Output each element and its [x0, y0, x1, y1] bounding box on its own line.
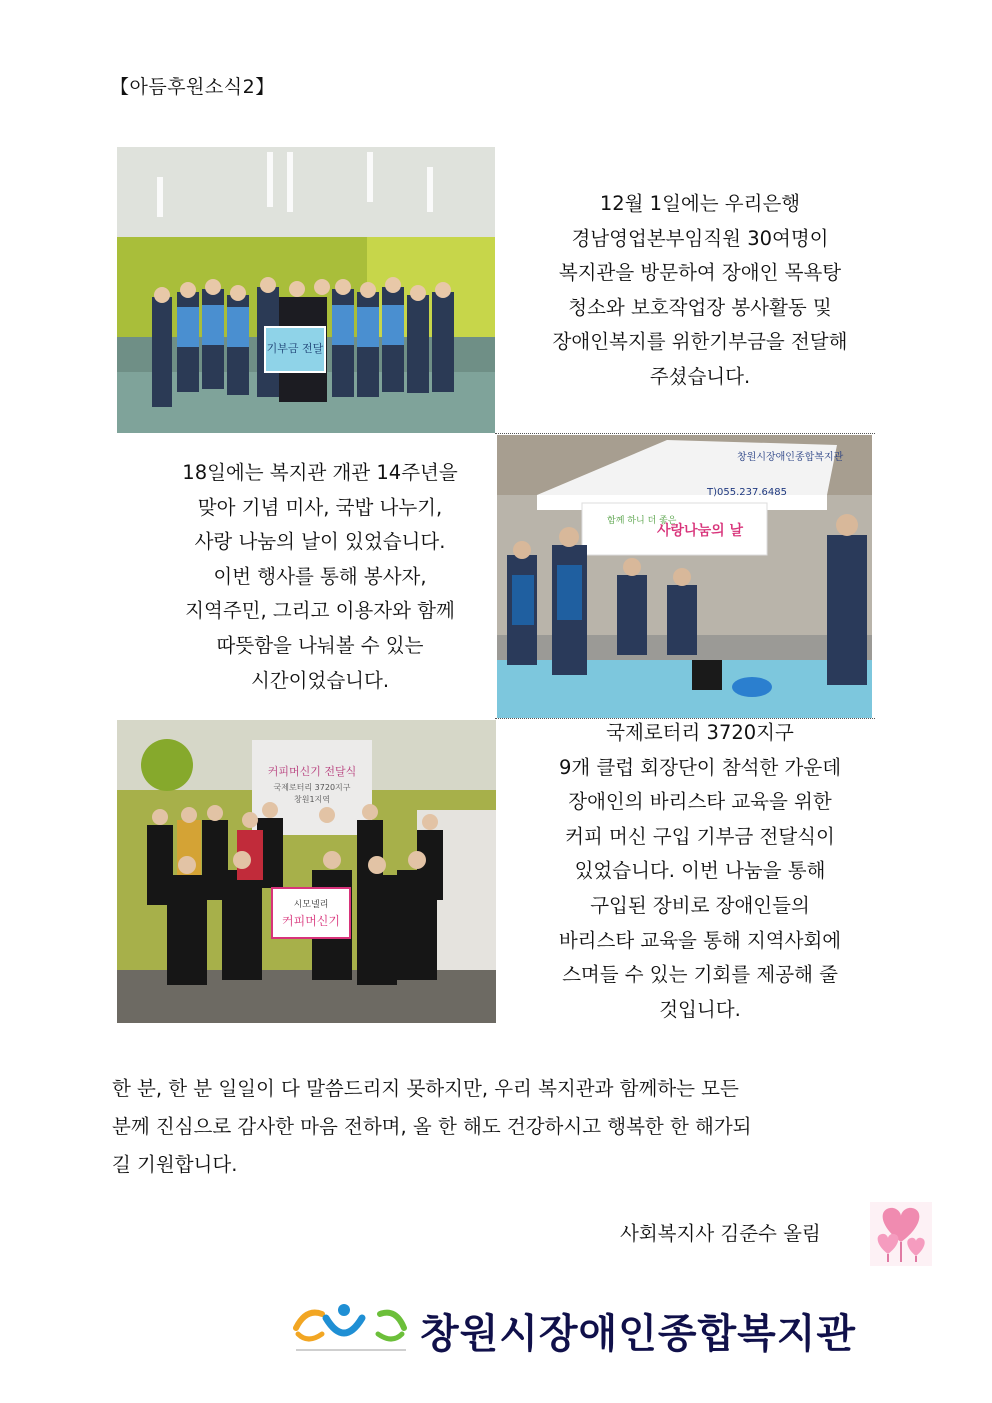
photo-coffee-machine-ceremony-image — [117, 720, 496, 1023]
section2-line: 사랑 나눔의 날이 있었습니다. — [194, 530, 446, 554]
section1-line: 장애인복지를 위한기부금을 전달해 — [552, 330, 848, 354]
section1-line: 경남영업본부임직원 30여명이 — [571, 226, 829, 250]
logo-text: 창원시장애인종합복지관 — [420, 1311, 857, 1357]
photo-volunteer-group — [117, 147, 495, 433]
photo3-screen-title: 커피머신기 전달식 — [267, 765, 357, 778]
photo1-sign-text: 기부금 전달 — [266, 342, 324, 355]
section3-line: 바리스타 교육을 통해 지역사회에 — [558, 928, 842, 952]
section3-text — [505, 716, 895, 1027]
photo3-board-text: 커피머신기 — [282, 914, 340, 928]
photo3-board-small: 시모넬리 — [293, 900, 329, 910]
closing-line: 한 분, 한 분 일일이 다 말씀드리지 못하지만, 우리 복지관과 함께하는 모든 — [112, 1077, 739, 1100]
section1-line: 청소와 보호작업장 봉사활동 및 — [568, 295, 832, 319]
photo2-banner-text: 사랑나눔의 날 — [657, 523, 744, 539]
section1-line: 주셨습니다. — [649, 364, 751, 388]
section3-line: 커피 머신 구입 기부금 전달식이 — [565, 824, 835, 848]
photo3-screen-sub2: 창원1지역 — [293, 795, 331, 804]
section1-text — [505, 187, 895, 395]
section3-line: 있었습니다. 이번 나눔을 통해 — [574, 859, 826, 883]
photo-volunteer-group-image — [117, 147, 495, 433]
closing-line: 길 기원합니다. — [112, 1153, 238, 1176]
page-heading: 【아듬후원소식2】 — [110, 76, 275, 98]
section2-line: 지역주민, 그리고 이용자와 함께 — [185, 599, 455, 623]
section3-line: 국제로터리 3720지구 — [606, 721, 794, 744]
photo2-tent-text: 창원시장애인종합복지관 — [737, 452, 844, 463]
section3-line: 9개 클럽 회장단이 참석한 가운데 — [558, 755, 842, 779]
photo-coffee-machine-ceremony — [117, 720, 496, 1023]
closing-paragraph — [112, 1070, 882, 1184]
section2-line: 이번 행사를 통해 봉사자, — [213, 564, 427, 588]
section2-text — [120, 456, 520, 698]
photo3-screen-sub: 국제로터리 3720지구 — [273, 783, 351, 792]
photo2-banner-small: 함께 하니 더 좋은 — [607, 516, 677, 526]
section2-line: 18일에는 복지관 개관 14주년을 — [182, 461, 458, 484]
section3-line: 장애인의 바리스타 교육을 위한 — [568, 790, 832, 814]
section1-line: 복지관을 방문하여 장애인 목욕탕 — [558, 261, 842, 285]
signature: 사회복지사 김준수 올림 — [620, 1222, 821, 1245]
section3-line: 것입니다. — [659, 997, 741, 1021]
photo-sharing-day — [497, 435, 872, 718]
section2-line: 따뜻함을 나눠볼 수 있는 — [216, 633, 424, 657]
section3-line: 스며들 수 있는 기회를 제공해 줄 — [562, 963, 838, 987]
section2-line: 시간이었습니다. — [250, 668, 390, 692]
divider-dotted — [495, 433, 875, 434]
closing-line: 분께 진심으로 감사한 마음 전하며, 올 한 해도 건강하시고 행복한 한 해가되 — [112, 1115, 752, 1138]
section2-line: 맞아 기념 미사, 국밥 나누기, — [197, 495, 443, 519]
hearts-icon — [870, 1202, 932, 1266]
photo-sharing-day-image — [497, 435, 872, 718]
logo-icon — [292, 1300, 410, 1354]
section1-line: 12월 1일에는 우리은행 — [599, 192, 801, 215]
section3-line: 구입된 장비로 장애인들의 — [590, 893, 810, 917]
photo2-phone-text: T)055.237.6485 — [707, 487, 787, 498]
